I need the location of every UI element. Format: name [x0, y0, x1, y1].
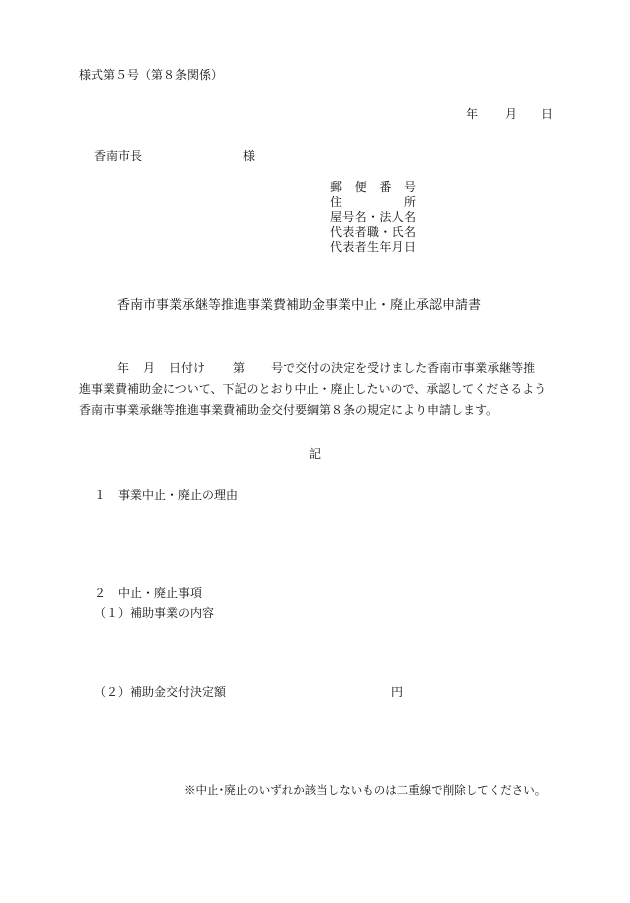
- body-day-dated: 日付け: [169, 361, 206, 375]
- section-1-reason: １ 事業中止・廃止の理由: [94, 488, 239, 502]
- field-birthdate: [330, 240, 416, 255]
- field-business-name: [330, 210, 416, 225]
- footnote: ※中止･廃止のいずれか該当しないものは二重線で削除してください。: [184, 783, 547, 797]
- body-line-2: 進事業費補助金について、下記のとおり中止・廃止したいので、承認してくださるよう: [79, 382, 547, 396]
- addressee-name: 香南市長: [94, 149, 143, 163]
- applicant-fields: [330, 180, 416, 255]
- body-line-1: [79, 362, 535, 374]
- field-address: [330, 195, 416, 210]
- field-label: 住所: [330, 195, 416, 209]
- field-label: 代表者職・氏名: [330, 225, 416, 239]
- body-rest: 号で交付の決定を受けました香南市事業承継等推: [271, 361, 536, 375]
- field-label: 郵便番号: [330, 180, 416, 194]
- section-2-items: ２ 中止・廃止事項: [94, 586, 203, 600]
- addressee-honorific: 様: [243, 149, 256, 163]
- section-2-2-amount: （２）補助金交付決定額: [94, 685, 227, 699]
- field-label: 屋号名・法人名: [330, 210, 416, 224]
- ki-heading: 記: [309, 447, 322, 461]
- body-dai: 第: [233, 361, 246, 375]
- date-month-label: 月: [505, 107, 518, 121]
- form-number: 様式第５号（第８条関係）: [79, 68, 224, 82]
- field-label: 代表者生年月日: [330, 240, 416, 254]
- body-line-3: 香南市事業承継等推進事業費補助金交付要綱第８条の規定により申請します。: [79, 403, 499, 417]
- yen-unit: 円: [391, 685, 404, 699]
- field-postal-code: [330, 180, 416, 195]
- date-day-label: 日: [541, 107, 554, 121]
- date-year-label: 年: [466, 107, 479, 121]
- body-month: 月: [143, 361, 156, 375]
- section-2-1-content: （１）補助事業の内容: [94, 606, 215, 620]
- body-year: 年: [117, 361, 130, 375]
- field-representative: [330, 225, 416, 240]
- document-title: 香南市事業承継等推進事業費補助金事業中止・廃止承認申請書: [117, 298, 482, 313]
